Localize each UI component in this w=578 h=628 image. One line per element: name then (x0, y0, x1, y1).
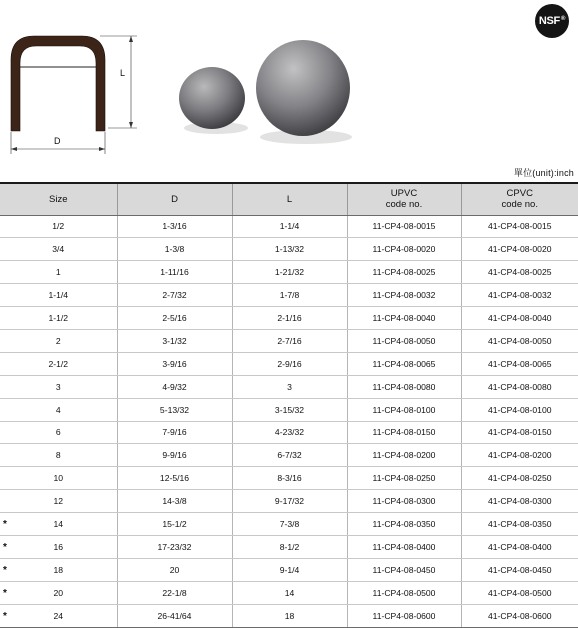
cell-size (0, 398, 117, 421)
col-header-l: L (232, 183, 347, 215)
table-row (0, 284, 578, 307)
cell-d (117, 329, 232, 352)
cell-upvc (347, 284, 461, 307)
cell-size-value: 8 (55, 450, 61, 461)
cell-d-value: 26-41/64 (157, 610, 192, 621)
cell-upvc-value: 11-CP4-08-0015 (372, 221, 436, 232)
cap-section-outline (11, 36, 105, 131)
cell-upvc-value: 11-CP4-08-0025 (372, 267, 436, 278)
cell-d (117, 444, 232, 467)
cell-upvc-value: 11-CP4-08-0100 (372, 404, 436, 415)
cell-d (117, 421, 232, 444)
cell-cpvc (461, 467, 578, 490)
cell-upvc (347, 604, 461, 627)
cell-l (232, 375, 347, 398)
cell-d (117, 375, 232, 398)
cell-d-value: 4-9/32 (162, 381, 187, 392)
cell-d-value: 3-9/16 (162, 358, 187, 369)
upvc-header-line2: code no. (385, 199, 423, 211)
cell-cpvc-value: 41-CP4-08-0080 (487, 381, 552, 392)
cell-upvc-value: 11-CP4-08-0350 (372, 519, 436, 530)
cell-l-value: 14 (284, 587, 295, 598)
cell-upvc (347, 558, 461, 581)
cell-d-value: 14-3/8 (162, 496, 187, 507)
cell-cpvc-value: 41-CP4-08-0600 (487, 610, 552, 621)
cell-l-value: 2-7/16 (277, 335, 302, 346)
cell-size (0, 581, 117, 604)
cell-upvc (347, 329, 461, 352)
cell-l-value: 1-7/8 (279, 290, 300, 301)
col-header-d: D (117, 183, 232, 215)
table-row (0, 261, 578, 284)
table-row (0, 513, 578, 536)
cell-upvc-value: 11-CP4-08-0032 (372, 290, 436, 301)
cell-d-value: 2-5/16 (162, 313, 187, 323)
cell-size-value: 6 (55, 427, 61, 438)
cell-d (117, 558, 232, 581)
cell-l (232, 490, 347, 513)
dim-l-arrow-top (129, 36, 133, 42)
table-row (0, 467, 578, 490)
cell-cpvc-value: 41-CP4-08-0032 (487, 290, 552, 301)
registered-mark: ® (560, 16, 566, 22)
cell-size (0, 261, 117, 284)
table-row (0, 535, 578, 558)
cell-cpvc-value: 41-CP4-08-0150 (487, 427, 552, 438)
large-cap (256, 40, 350, 136)
cell-upvc-value: 11-CP4-08-0600 (372, 610, 436, 621)
table-row (0, 215, 578, 238)
cell-cpvc (461, 307, 578, 330)
cell-d (117, 513, 232, 536)
cell-cpvc-value: 41-CP4-08-0200 (487, 450, 552, 461)
cell-size (0, 238, 117, 261)
table-body (0, 215, 578, 627)
cell-size-value: 24 (53, 610, 64, 621)
cell-l-value: 8-1/2 (279, 541, 300, 552)
cell-d-value: 9-9/16 (162, 450, 187, 461)
cell-upvc-value: 11-CP4-08-0250 (372, 473, 436, 484)
cell-size (0, 535, 117, 558)
cell-size (0, 329, 117, 352)
cell-cpvc (461, 490, 578, 513)
cell-d-value: 1-11/16 (160, 267, 189, 278)
cell-size (0, 490, 117, 513)
table-row (0, 352, 578, 375)
upvc-header-line1: UPVC (390, 188, 418, 200)
cell-size-value: 1-1/2 (48, 313, 69, 323)
cell-d-value: 5-13/32 (159, 404, 190, 415)
cell-size (0, 284, 117, 307)
cell-upvc-value: 11-CP4-08-0300 (372, 496, 436, 507)
cell-size (0, 513, 117, 536)
cell-l-value: 18 (284, 610, 295, 621)
cell-l-value: 1-13/32 (274, 244, 305, 255)
cell-cpvc-value: 41-CP4-08-0065 (487, 358, 552, 369)
cell-d (117, 307, 232, 330)
cell-d (117, 535, 232, 558)
cell-l-value: 1-1/4 (279, 221, 300, 232)
cell-upvc (347, 307, 461, 330)
table-row (0, 329, 578, 352)
cell-cpvc-value: 41-CP4-08-0300 (487, 496, 552, 507)
cell-cpvc (461, 329, 578, 352)
cell-size (0, 444, 117, 467)
small-cap (179, 67, 245, 129)
cell-d-value: 12-5/16 (159, 473, 190, 484)
cap-spec-table (0, 182, 578, 628)
cell-upvc (347, 375, 461, 398)
cell-l (232, 307, 347, 330)
cell-upvc (347, 444, 461, 467)
cell-d-value: 1-3/8 (164, 244, 185, 255)
cell-size-value: 3/4 (52, 244, 65, 255)
cell-l-value: 8-3/16 (277, 473, 302, 484)
cell-d (117, 398, 232, 421)
cell-upvc (347, 398, 461, 421)
cell-size (0, 375, 117, 398)
cell-size-value: 2 (55, 335, 61, 346)
cell-l (232, 284, 347, 307)
cell-l (232, 513, 347, 536)
cell-size-value: 1-1/4 (48, 290, 69, 301)
cell-l-value: 9-17/32 (274, 496, 305, 507)
cell-cpvc-value: 41-CP4-08-0100 (487, 404, 552, 415)
cell-cpvc (461, 581, 578, 604)
cell-size-value: 2-1/2 (48, 358, 69, 369)
cell-upvc (347, 352, 461, 375)
cell-l-value: 3 (287, 381, 292, 392)
dim-d-arrow-left (11, 147, 17, 151)
cell-cpvc (461, 238, 578, 261)
cpvc-header-line1: CPVC (506, 188, 533, 200)
cell-upvc (347, 421, 461, 444)
table-row (0, 398, 578, 421)
cell-d-value: 20 (169, 564, 180, 575)
cell-l-value: 6-7/32 (277, 450, 302, 461)
cell-size-value: 3 (55, 381, 61, 392)
row-asterisk-mark: * (3, 541, 7, 553)
cell-upvc-value: 11-CP4-08-0050 (372, 335, 436, 346)
header-row (0, 183, 578, 215)
cell-upvc-value: 11-CP4-08-0040 (372, 313, 436, 323)
cell-d (117, 261, 232, 284)
cell-cpvc (461, 284, 578, 307)
cell-l (232, 238, 347, 261)
table-row (0, 558, 578, 581)
cell-cpvc (461, 375, 578, 398)
cell-l-value: 7-3/8 (279, 519, 300, 530)
table-row (0, 421, 578, 444)
cell-cpvc-value: 41-CP4-08-0015 (487, 221, 552, 232)
cell-size (0, 307, 117, 330)
cell-d (117, 490, 232, 513)
cell-d (117, 215, 232, 238)
table-header (0, 183, 578, 215)
cell-l-value: 2-9/16 (277, 358, 302, 369)
cell-upvc (347, 535, 461, 558)
cell-size (0, 352, 117, 375)
row-asterisk-mark: * (3, 564, 7, 576)
cell-size-value: 18 (53, 564, 64, 575)
cell-d-value: 15-1/2 (162, 519, 187, 530)
cell-cpvc (461, 261, 578, 284)
cell-cpvc-value: 41-CP4-08-0450 (487, 564, 552, 575)
cell-l (232, 421, 347, 444)
cell-size (0, 467, 117, 490)
cell-l-value: 9-1/4 (279, 564, 300, 575)
cell-cpvc-value: 41-CP4-08-0400 (487, 541, 552, 552)
cell-d (117, 467, 232, 490)
cell-cpvc-value: 41-CP4-08-0500 (487, 587, 552, 598)
cell-upvc-value: 11-CP4-08-0450 (372, 564, 436, 575)
cell-l-value: 3-15/32 (274, 404, 305, 415)
cell-size-value: 14 (53, 519, 64, 530)
cell-cpvc (461, 558, 578, 581)
cell-d-value: 7-9/16 (162, 427, 187, 438)
cell-upvc (347, 490, 461, 513)
table-row (0, 604, 578, 627)
cell-upvc (347, 581, 461, 604)
cell-d (117, 604, 232, 627)
cell-l-value: 1-21/32 (274, 267, 305, 278)
cell-upvc-value: 11-CP4-08-0400 (372, 541, 436, 552)
cell-upvc (347, 238, 461, 261)
cell-cpvc-value: 41-CP4-08-0040 (487, 313, 552, 323)
cell-cpvc (461, 398, 578, 421)
cell-cpvc-value: 41-CP4-08-0350 (487, 519, 552, 530)
cell-l-value: 2-1/16 (277, 313, 302, 323)
cap-dimension-drawing (0, 20, 160, 160)
table-row (0, 307, 578, 330)
cell-cpvc-value: 41-CP4-08-0250 (487, 473, 552, 484)
cell-l (232, 581, 347, 604)
cell-upvc (347, 467, 461, 490)
cell-cpvc (461, 215, 578, 238)
cell-cpvc (461, 444, 578, 467)
cell-size-value: 20 (53, 587, 64, 598)
cell-l (232, 535, 347, 558)
table-row (0, 375, 578, 398)
row-asterisk-mark: * (3, 519, 7, 531)
dim-l-arrow-bottom (129, 122, 133, 128)
row-asterisk-mark: * (3, 610, 7, 622)
cell-d (117, 284, 232, 307)
cell-size-value: 1/2 (52, 221, 65, 232)
dim-l-label: L (120, 68, 126, 78)
cell-upvc-value: 11-CP4-08-0150 (372, 427, 436, 438)
cell-cpvc (461, 604, 578, 627)
product-photo (168, 32, 368, 147)
cell-l (232, 398, 347, 421)
dim-d-label: D (54, 136, 61, 146)
table-row (0, 490, 578, 513)
table-row (0, 238, 578, 261)
col-header-upvc (347, 183, 461, 215)
cell-cpvc (461, 352, 578, 375)
cell-upvc-value: 11-CP4-08-0500 (372, 587, 436, 598)
table-row (0, 444, 578, 467)
cell-cpvc (461, 513, 578, 536)
nsf-badge-text: NSF (538, 15, 560, 27)
cell-size-value: 16 (53, 541, 64, 552)
cell-d-value: 17-23/32 (157, 541, 192, 552)
cell-size-value: 1 (55, 267, 61, 278)
cell-size (0, 421, 117, 444)
cell-l (232, 352, 347, 375)
cell-l-value: 4-23/32 (274, 427, 305, 438)
cell-upvc (347, 513, 461, 536)
cell-d-value: 3-1/32 (162, 335, 187, 346)
cell-d-value: 2-7/32 (162, 290, 187, 301)
cell-l (232, 604, 347, 627)
cell-d (117, 238, 232, 261)
cell-size (0, 215, 117, 238)
cell-upvc-value: 11-CP4-08-0200 (372, 450, 436, 461)
cell-cpvc-value: 41-CP4-08-0025 (487, 267, 552, 278)
cell-upvc-value: 11-CP4-08-0080 (372, 381, 436, 392)
cell-size-value: 12 (53, 496, 64, 507)
cell-upvc (347, 215, 461, 238)
cell-size-value: 4 (55, 404, 61, 415)
col-header-cpvc (461, 183, 578, 215)
row-asterisk-mark: * (3, 587, 7, 599)
unit-note: 單位(unit):inch (513, 168, 574, 178)
cell-size (0, 558, 117, 581)
cell-l (232, 215, 347, 238)
cell-l (232, 558, 347, 581)
cell-upvc-value: 11-CP4-08-0020 (372, 244, 436, 255)
dim-d-arrow-right (99, 147, 105, 151)
cell-cpvc (461, 421, 578, 444)
cell-l (232, 261, 347, 284)
cell-upvc-value: 11-CP4-08-0065 (372, 358, 436, 369)
cpvc-header-line2: code no. (501, 199, 538, 211)
cell-size (0, 604, 117, 627)
col-header-size: Size (0, 183, 117, 215)
nsf-certification-badge (535, 4, 569, 38)
cell-l (232, 467, 347, 490)
cell-cpvc (461, 535, 578, 558)
cell-l (232, 329, 347, 352)
cell-size-value: 10 (53, 473, 64, 484)
cell-d-value: 1-3/16 (162, 221, 187, 232)
cell-upvc (347, 261, 461, 284)
cell-cpvc-value: 41-CP4-08-0020 (487, 244, 552, 255)
cell-d (117, 581, 232, 604)
table-row (0, 581, 578, 604)
cell-l (232, 444, 347, 467)
cell-cpvc-value: 41-CP4-08-0050 (487, 335, 552, 346)
cell-d (117, 352, 232, 375)
cell-d-value: 22-1/8 (162, 587, 187, 598)
